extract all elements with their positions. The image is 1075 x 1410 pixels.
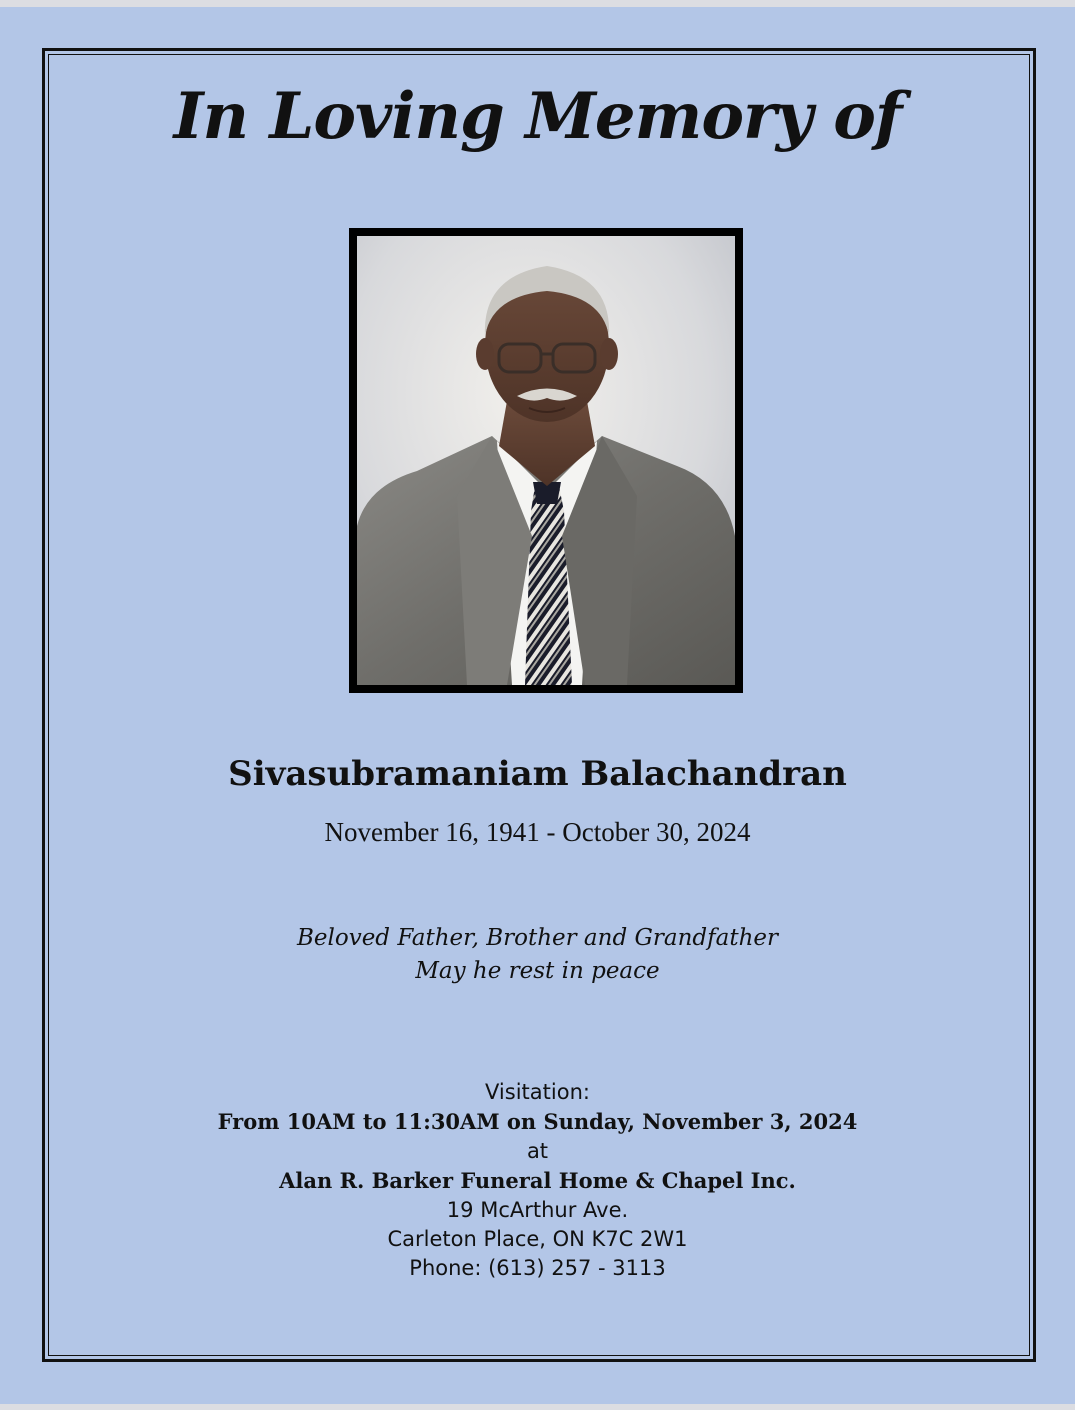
portrait-photo [357, 236, 735, 685]
deceased-name: Sivasubramaniam Balachandran [228, 754, 847, 794]
tribute-text [0, 922, 1075, 988]
memorial-heading: In Loving Memory of [173, 79, 902, 154]
venue-street: 19 McArthur Ave. [446, 1197, 629, 1222]
life-dates: November 16, 1941 - October 30, 2024 [324, 817, 751, 847]
tribute-line-1: Beloved Father, Brother and Grandfather [296, 925, 778, 951]
venue-city: Carleton Place, ON K7C 2W1 [387, 1227, 688, 1252]
venue-name: Alan R. Barker Funeral Home & Chapel Inc. [279, 1168, 796, 1194]
portrait-frame [349, 228, 743, 693]
visitation-label: Visitation: [485, 1080, 590, 1104]
tribute-line-2: May he rest in peace [415, 958, 660, 984]
bottom-edge-strip [0, 1404, 1075, 1410]
visitation-time: From 10AM to 11:30AM on Sunday, November 3, 2024 [217, 1109, 858, 1135]
visitation-at: at [526, 1138, 549, 1163]
venue-phone: Phone: (613) 257 - 3113 [409, 1256, 666, 1281]
visitation-details [0, 1078, 1075, 1284]
top-edge-strip [0, 0, 1075, 7]
